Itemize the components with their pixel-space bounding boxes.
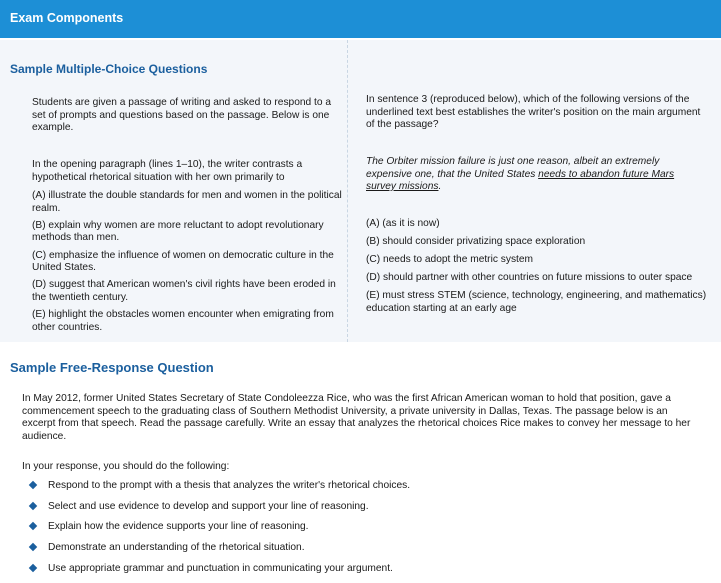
requirement-text: Respond to the prompt with a thesis that analyzes the writer's rhetorical choices. (48, 480, 411, 491)
diamond-bullet-icon (29, 481, 37, 489)
answer-option-e: (E) must stress STEM (science, technology, engineering, and mathematics) education starting at an early age (366, 290, 707, 314)
exam-components-header (0, 0, 721, 38)
diamond-bullet-icon (29, 543, 37, 551)
fr-instructions: In your response, you should do the following: (22, 461, 230, 472)
diamond-bullet-icon (29, 522, 37, 530)
quote-end: . (438, 181, 442, 192)
quote-underlined-text: needs to abandon future Mars survey missions (366, 168, 675, 192)
requirement-text: Use appropriate grammar and punctuation in communicating your argument. (48, 562, 393, 574)
requirement-item (30, 542, 410, 563)
quoted-sentence (366, 156, 696, 194)
requirement-item (30, 521, 410, 542)
requirement-item (30, 563, 410, 583)
fr-section-title: Sample Free-Response Question (10, 360, 214, 375)
diamond-bullet-icon (29, 564, 37, 572)
requirement-item (30, 501, 410, 522)
answer-option-c: (C) needs to adopt the metric system (366, 254, 534, 265)
answer-option-a: (A) (as it is now) (366, 218, 440, 229)
mc-left-options (32, 190, 342, 339)
fr-prompt: In May 2012, former United States Secretary of State Condoleezza Rice, who was the first African American woman to hold that position, gave a commencement speech to the graduating class of Southern Methodist University, a private university in Dallas, Texas. The passage below is an excerpt from that speech. Read the passage carefully. Write an essay that analyzes the rhetorical choices Rice makes to convey her message to her audience. (22, 393, 691, 442)
answer-option-b: (B) explain why women are more reluctant to adopt revolutionary methods than men. (32, 219, 324, 244)
requirement-text: Demonstrate an understanding of the rhetorical situation. (48, 542, 305, 554)
answer-option-b: (B) should consider privatizing space exploration (366, 236, 586, 247)
requirement-item (30, 480, 410, 501)
mc-right-question: In sentence 3 (reproduced below), which of the following versions of the underlined text best establishes the writer's position on the main argument of the passage? (366, 94, 701, 130)
mc-left-question: In the opening paragraph (lines 1–10), the writer contrasts a hypothetical rhetorical situation with her own primarily to (32, 159, 303, 183)
answer-option-d: (D) should partner with other countries on future missions to outer space (366, 272, 693, 283)
answer-option-d: (D) suggest that American women's civil rights have been eroded in the twentieth century. (32, 279, 336, 303)
requirement-text: Explain how the evidence supports your line of reasoning. (48, 521, 309, 533)
mc-intro-text: Students are given a passage of writing and asked to respond to a set of prompts and questions based on the passage. Below is one example. (32, 97, 332, 133)
quote-text: The Orbiter mission failure is just one reason, albeit an extremely expensive one, that the United States (366, 156, 660, 180)
fr-requirements-list (30, 480, 410, 583)
header-title: Exam Components (10, 11, 124, 25)
requirement-text: Select and use evidence to develop and support your line of reasoning. (48, 500, 369, 512)
diamond-bullet-icon (29, 501, 37, 509)
answer-option-e: (E) highlight the obstacles women encounter when emigrating from other countries. (32, 309, 334, 333)
answer-option-a: (A) illustrate the double standards for men and women in the political realm. (32, 190, 342, 214)
mc-section-title: Sample Multiple-Choice Questions (10, 62, 208, 76)
mc-right-options (366, 218, 711, 321)
answer-option-c: (C) emphasize the influence of women on democratic culture in the United States. (32, 249, 334, 274)
column-divider (347, 40, 348, 342)
